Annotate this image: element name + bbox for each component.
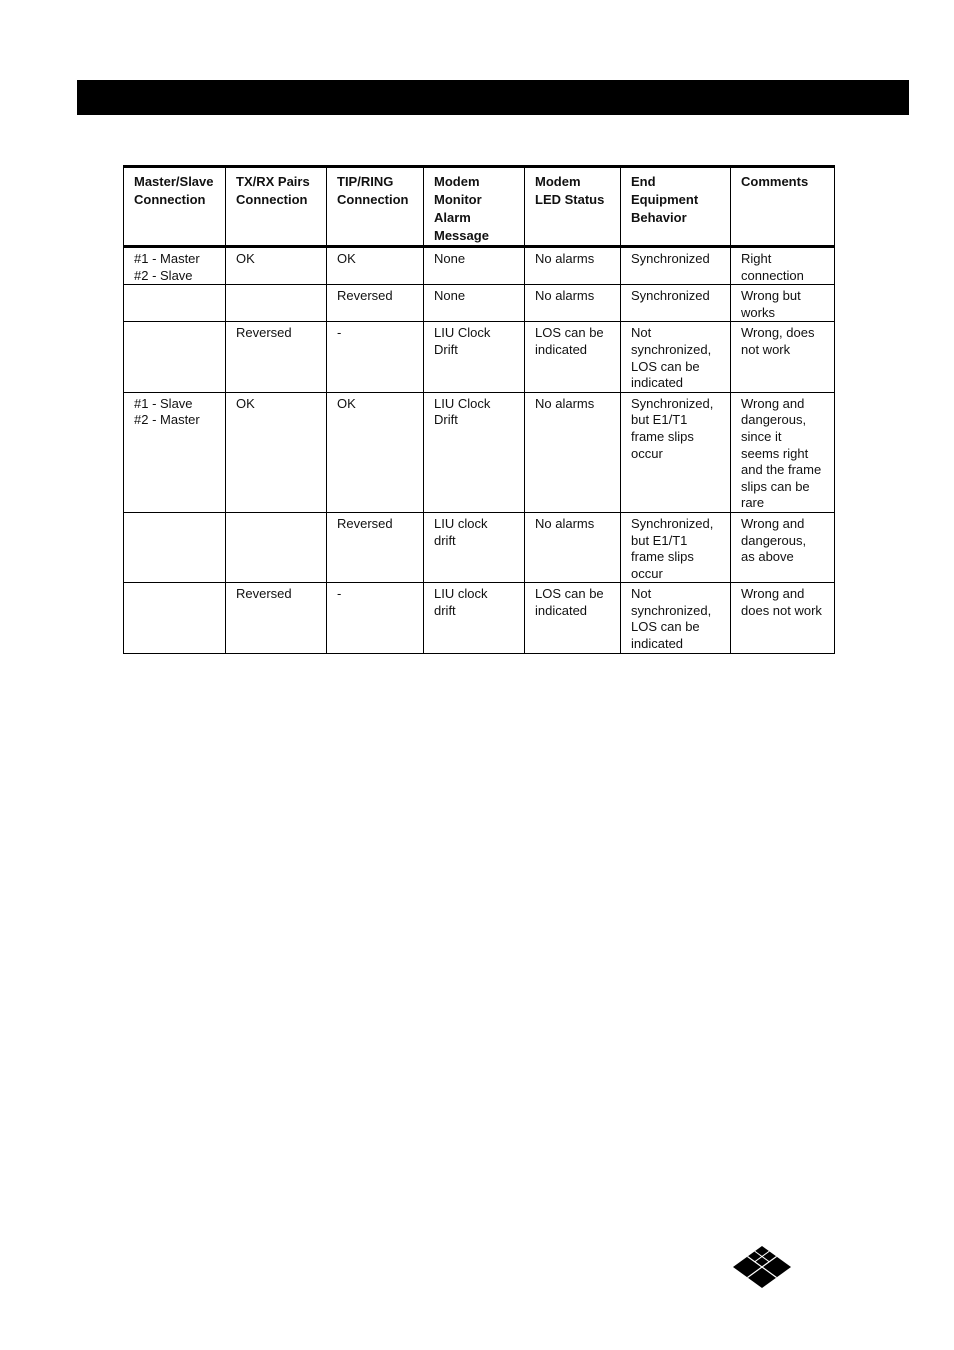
cell-text-line: No alarms [535,395,595,411]
cell-text-line: dangerous, [741,412,807,428]
cell-text-line: Synchronized, [631,515,714,531]
cell-text-line: #2 - Master [134,412,200,428]
cell-comments [731,512,835,582]
header-end-equipment-behavior [621,167,731,247]
cell-text-line: Reversed [236,586,292,602]
cell-alarm-message [424,583,525,653]
header-text-line: Master/Slave [134,174,214,189]
header-text-line: TX/RX Pairs [236,174,310,189]
cell-text-line: Drift [434,341,458,357]
cell-led-status [525,322,621,392]
cell-text-line: seems right [741,445,809,461]
cell-text-line: rare [741,495,765,511]
header-master-slave-connection [124,167,226,247]
cell-equipment-behavior [621,392,731,512]
cell-text-line: OK [236,251,255,266]
cell-comments [731,583,835,653]
cell-tip-ring [327,583,424,653]
cell-text-line: frame slips [631,428,694,444]
cell-text-line: #2 - Slave [134,267,193,283]
header-text-line: Message [434,228,489,243]
cell-text-line: #1 - Master [134,251,200,266]
table-row [124,512,835,582]
header-text-line: Modem [535,174,581,189]
header-text-line: TIP/RING [337,174,394,189]
cell-text-line: Wrong, does [741,325,815,341]
cell-led-status [525,583,621,653]
cell-master-slave [124,392,226,512]
cell-equipment-behavior [621,322,731,392]
cell-led-status [525,392,621,512]
cell-equipment-behavior [621,247,731,285]
cell-text-line: connection [741,267,804,283]
cell-text-line: slips can be [741,478,810,494]
cell-text-line: LOS can be [631,619,700,635]
cell-alarm-message [424,322,525,392]
black-box-diamond-logo-icon [733,1246,791,1288]
cell-text-line: indicated [631,636,684,652]
cell-comments [731,247,835,285]
cell-text-line: LIU Clock [434,325,491,341]
cell-text-line: LIU clock [434,515,488,531]
cell-master-slave [124,512,226,582]
header-tip-ring-connection [327,167,424,247]
cell-alarm-message [424,247,525,285]
cell-text-line: Wrong but [741,288,801,304]
table-row [124,392,835,512]
cell-text-line: None [434,251,466,266]
cell-tx-rx [226,583,327,653]
cell-text-line: and the frame [741,462,822,478]
cell-master-slave [124,247,226,285]
header-text-line: Connection [337,192,409,207]
cell-text-line: - [337,325,342,341]
cell-comments [731,392,835,512]
cell-text-line: LOS can be [631,358,700,374]
cell-alarm-message [424,392,525,512]
cell-text-line: indicated [631,375,684,391]
cell-text-line: LOS can be [535,586,604,602]
header-text-line: Modem [434,174,480,189]
cell-text-line: but E1/T1 [631,412,688,428]
cell-text-line: No alarms [535,288,595,304]
cell-text-line: LOS can be [535,325,604,341]
cell-tx-rx [226,322,327,392]
cell-master-slave [124,322,226,392]
cell-master-slave [124,583,226,653]
header-text-line: LED Status [535,192,605,207]
cell-text-line: occur [631,565,663,581]
cell-text-line: LIU clock [434,586,488,602]
cell-text-line: Reversed [337,288,393,304]
table-row [124,247,835,285]
cell-led-status [525,285,621,322]
table-row [124,322,835,392]
cell-text-line: - [337,586,342,602]
cell-text-line: synchronized, [631,602,712,618]
table-header-row [124,167,835,247]
table-row [124,285,835,322]
cell-text-line: frame slips [631,549,694,565]
cell-led-status [525,512,621,582]
cell-text-line: OK [337,395,356,411]
cell-text-line: drift [434,532,456,548]
cell-tip-ring [327,322,424,392]
header-tx-rx-pairs-connection [226,167,327,247]
cell-comments [731,322,835,392]
cell-text-line: dangerous, [741,532,807,548]
cell-text-line: None [434,288,466,304]
cell-text-line: synchronized, [631,341,712,357]
cell-equipment-behavior [621,583,731,653]
header-text-line: End [631,174,656,189]
cell-master-slave [124,285,226,322]
header-text-line: Connection [236,192,308,207]
cell-tx-rx [226,512,327,582]
cell-text-line: works [741,304,775,320]
header-text-line: Behavior [631,210,687,225]
cell-text-line: does not work [741,602,822,618]
cell-text-line: Wrong and [741,515,805,531]
cell-text-line: Not [631,325,652,341]
cell-equipment-behavior [621,512,731,582]
cell-text-line: Wrong and [741,586,805,602]
cell-alarm-message [424,285,525,322]
header-text-line: Comments [741,174,809,189]
header-text-line: Monitor [434,192,482,207]
cell-text-line: #1 - Slave [134,395,193,411]
cell-text-line: Synchronized [631,288,710,304]
cell-alarm-message [424,512,525,582]
header-text-line: Connection [134,192,206,207]
cell-text-line: No alarms [535,251,595,266]
cell-tip-ring [327,285,424,322]
header-text-line: Alarm [434,210,471,225]
header-modem-monitor-alarm-message [424,167,525,247]
cell-tip-ring [327,392,424,512]
cell-tx-rx [226,285,327,322]
cell-text-line: occur [631,445,663,461]
cell-text-line: OK [337,251,356,266]
cell-text-line: Reversed [337,515,393,531]
cell-text-line: but E1/T1 [631,532,688,548]
cell-text-line: indicated [535,341,588,357]
cell-text-line: drift [434,602,456,618]
cell-text-line: as above [741,549,794,565]
header-modem-led-status [525,167,621,247]
cell-text-line: Synchronized [631,251,710,266]
cell-text-line: Drift [434,412,458,428]
cell-comments [731,285,835,322]
connection-behavior-table [123,165,835,654]
cell-text-line: Right [741,251,772,266]
cell-tip-ring [327,512,424,582]
cell-text-line: LIU Clock [434,395,491,411]
cell-tx-rx [226,392,327,512]
header-comments [731,167,835,247]
cell-text-line: indicated [535,602,588,618]
cell-text-line: Reversed [236,325,292,341]
cell-text-line: Synchronized, [631,395,714,411]
cell-tip-ring [327,247,424,285]
cell-text-line: No alarms [535,515,595,531]
cell-tx-rx [226,247,327,285]
page-header-bar [77,80,909,115]
cell-text-line: Not [631,586,652,602]
cell-equipment-behavior [621,285,731,322]
cell-text-line: Wrong and [741,395,805,411]
cell-led-status [525,247,621,285]
cell-text-line: not work [741,341,791,357]
cell-text-line: since it [741,428,782,444]
header-text-line: Equipment [631,192,699,207]
cell-text-line: OK [236,395,255,411]
table-row [124,583,835,653]
